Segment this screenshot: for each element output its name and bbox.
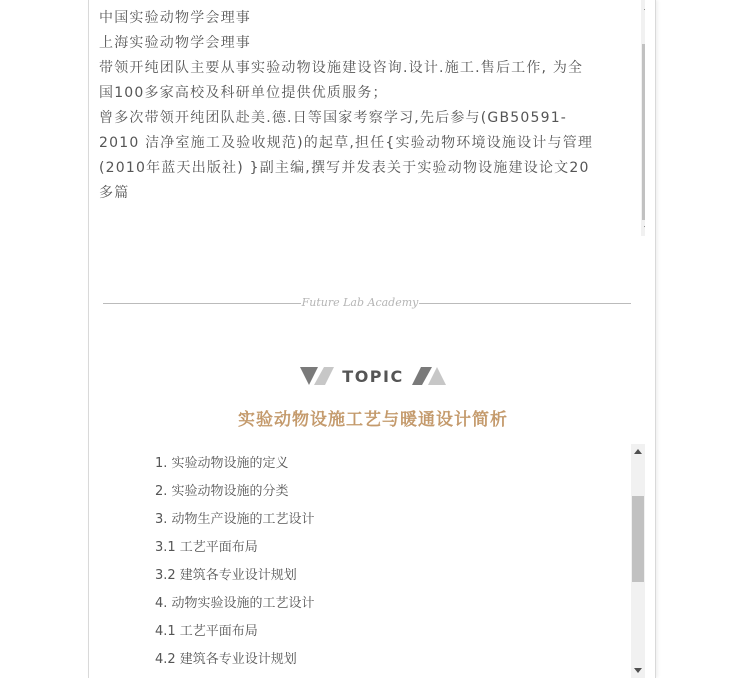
outline-item: 3. 动物生产设施的工艺设计 xyxy=(155,512,315,527)
section-divider xyxy=(103,295,631,311)
topic-title: 实验动物设施工艺与暖通设计简析 xyxy=(238,410,508,430)
bio-line: 多篇 xyxy=(99,185,130,201)
topic-label: TOPIC xyxy=(342,366,404,386)
topic-right-triangles-icon xyxy=(412,367,446,385)
outline-scrollbar[interactable] xyxy=(631,444,645,678)
outline-item: 1. 实验动物设施的定义 xyxy=(155,456,289,471)
outline-item: 4.2 建筑各专业设计规划 xyxy=(155,652,297,667)
outline-item: 2. 实验动物设施的分类 xyxy=(155,484,289,499)
bio-line: 带领开纯团队主要从事实验动物设施建设咨询.设计.施工.售后工作, 为全 xyxy=(99,60,584,76)
outline-scroll-box[interactable] xyxy=(89,444,645,678)
bio-line: 曾多次带领开纯团队赴美.德.日等国家考察学习,先后参与(GB50591- xyxy=(99,110,568,126)
divider-line-right xyxy=(419,303,631,304)
bio-scroll-box[interactable] xyxy=(99,0,645,236)
bio-line: 上海实验动物学会理事 xyxy=(99,35,251,51)
outline-item: 4. 动物实验设施的工艺设计 xyxy=(155,596,315,611)
scroll-up-arrow-icon[interactable] xyxy=(634,449,642,454)
topic-heading xyxy=(89,364,657,388)
bio-scrollbar[interactable] xyxy=(641,0,645,236)
bio-line: 国100多家高校及科研单位提供优质服务； xyxy=(99,85,388,101)
outline-item: 4.1 工艺平面布局 xyxy=(155,624,258,639)
scroll-up-arrow-icon[interactable] xyxy=(644,5,645,10)
scroll-down-arrow-icon[interactable] xyxy=(634,668,642,673)
content-card xyxy=(88,0,656,678)
divider-line-left xyxy=(103,303,301,304)
divider-label: Future Lab Academy xyxy=(301,296,419,309)
bio-text xyxy=(99,6,619,206)
bio-line: (2010年蓝天出版社) }副主编,撰写并发表关于实验动物设施建设论文20 xyxy=(99,160,590,176)
scroll-down-arrow-icon[interactable] xyxy=(644,226,645,231)
outline-item: 3.2 建筑各专业设计规划 xyxy=(155,568,297,583)
bio-line: 2010 洁净室施工及验收规范)的起草,担任{实验动物环境设施设计与管理 xyxy=(99,135,594,151)
outline-item: 3.1 工艺平面布局 xyxy=(155,540,258,555)
bio-line: 中国实验动物学会理事 xyxy=(99,10,251,26)
scrollbar-thumb[interactable] xyxy=(632,496,644,582)
scrollbar-thumb[interactable] xyxy=(642,44,645,220)
topic-left-triangles-icon xyxy=(300,367,334,385)
